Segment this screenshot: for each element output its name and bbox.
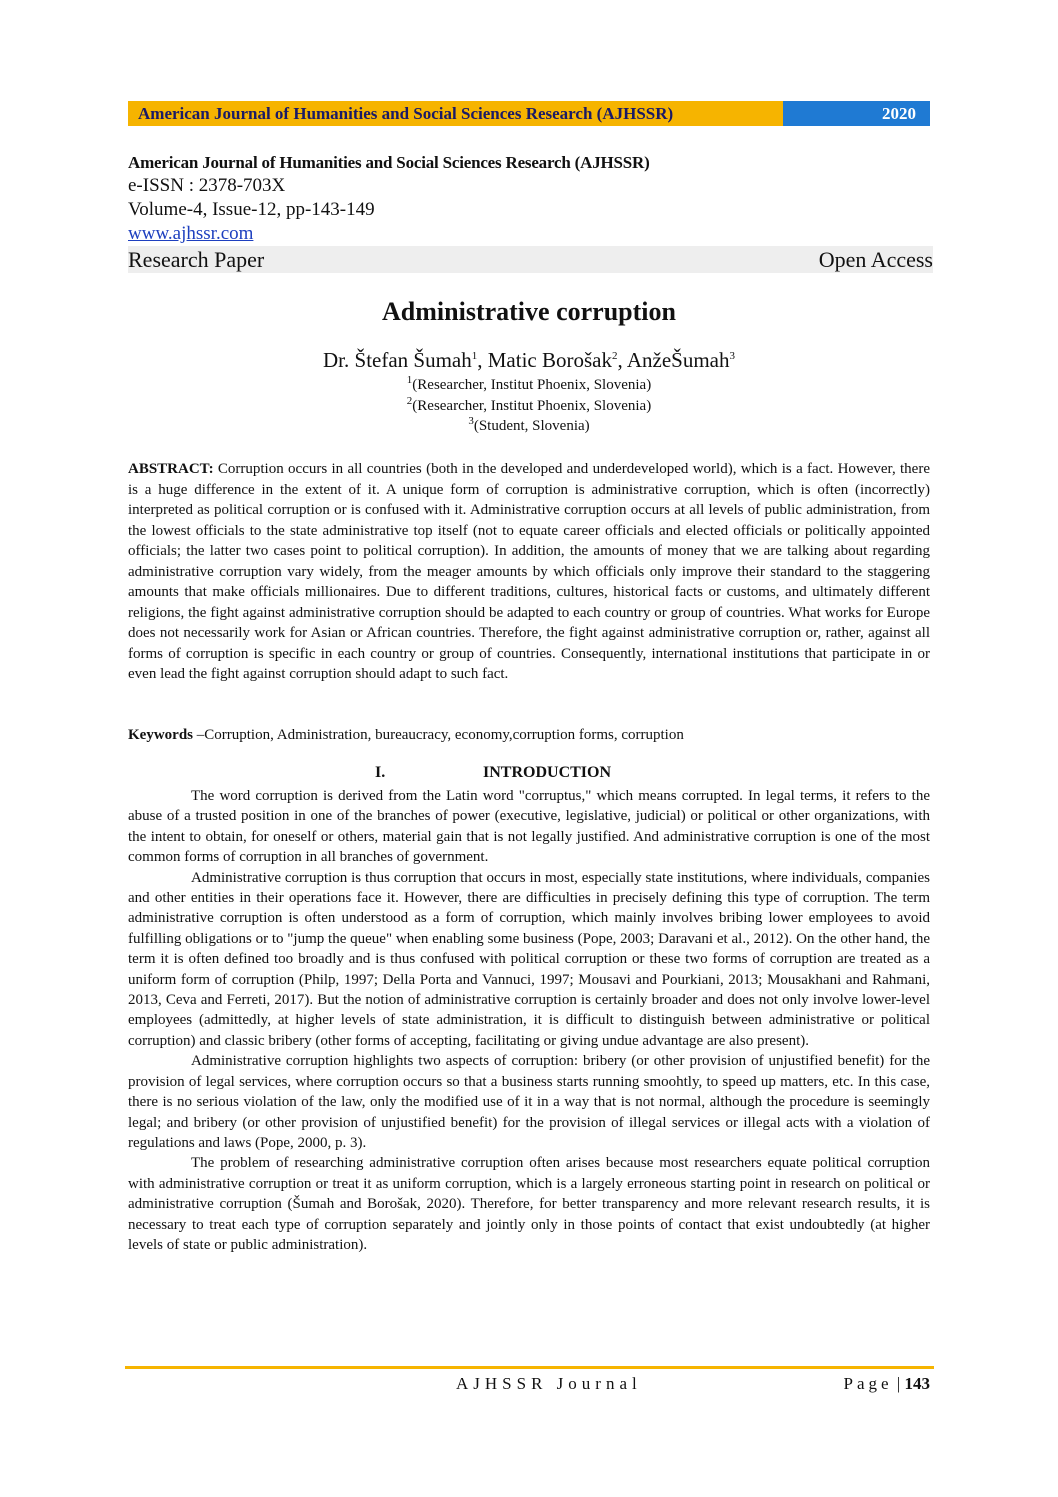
footer-page	[844, 1374, 930, 1394]
abstract-label: ABSTRACT:	[128, 461, 214, 477]
affiliation-text: (Researcher, Institut Phoenix, Slovenia)	[412, 398, 652, 414]
section-title: INTRODUCTION	[483, 764, 612, 781]
running-header-year: 2020	[783, 101, 930, 126]
body-paragraph: Administrative corruption highlights two aspects of corruption: bribery (or other provision of unjustified benefit) for the provision of legal services, where corruption occurs so that a business starts running smoohtly, to speed up matters, etc. In this case, there is no serious violation of the law, only the modified use of it in a way that is not normal, although the procedure is seemingly legal; and bribery (or other provision of unjustified benefit) for the provision of illegal services or illegal acts with a violation of regulations and laws (Pope, 2000, p. 3).	[128, 1053, 930, 1151]
author-name: Dr. Štefan Šumah	[323, 348, 472, 372]
body-paragraph: Administrative corruption is thus corruption that occurs in most, especially state institutions, where individuals, companies and other entities in their operations face it. However, there are difficulties in precisely defining this type of corruption. The term administrative corruption is often understood as a form of corruption, which mainly involves bribing lower employees to avoid fulfilling obligations or to "jump the queue" when enabling some business (Pope, 2003; Daravani et al., 2012). On the other hand, the term it is often defined too broadly and is thus confused with political corruption or these two forms of corruption are treated as a uniform form of corruption (Philp, 1997; Della Porta and Vannuci, 1997; Mousavi and Pourkiani, 2013; Mousakhani and Rahmani, 2013, Ceva and Ferreti, 2017). But the notion of administrative corruption is certainly broader and does not only involve lower-level employees (admittedly, at higher levels of state administration, it is difficult to distinguish between administrative or political corruption) and classic bribery (other forms of accepting, facilitating or giving undue advantage are also present).	[128, 869, 930, 1049]
issn: e-ISSN : 2378-703X	[128, 175, 286, 196]
section-body	[128, 786, 930, 1255]
section-number: I.	[375, 764, 386, 781]
affiliation-superscript: 1	[406, 374, 413, 386]
paper-type: Research Paper	[128, 247, 265, 272]
abstract	[128, 459, 930, 685]
affiliation-superscript: 2	[406, 395, 413, 407]
abstract-text: Corruption occurs in all countries (both in the developed and underdeveloped world), which is a fact. However, there is a huge difference in the extent of it. A unique form of corruption is administrative corruption, which is often (incorrectly) interpreted as political corruption or is confused with it. Administrative corruption occurs at all levels of public administration, from the lowest officials to the state administrative top itself (not to equate career officials and elected officials or politically appointed officials; the latter two cases point to political corruption). In addition, the amounts of money that we are talking about regarding administrative corruption vary widely, from the meager amounts by which officials only improve their standard to the staggering amounts that make officials millionaires. Due to different traditions, cultures, historical facts or customs, and ultimately different religions, the fight against administrative corruption should be adapted to each country or group of countries. What works for Europe does not necessarily work for Asian or African countries. Therefore, the fight against administrative corruption or, rather, against all forms of corruption is specific in each country or group of countries. Consequently, international institutions that participate in or even lead the fight against corruption should adapt to such fact.	[128, 461, 930, 682]
paper-title: Administrative corruption	[382, 297, 676, 326]
keywords-text: –Corruption, Administration, bureaucracy, economy,corruption forms, corruption	[193, 727, 684, 743]
open-access-label: Open Access	[818, 247, 933, 272]
affiliation-text: (Student, Slovenia)	[473, 418, 590, 434]
author-list	[0, 348, 1058, 373]
author-superscript: 2	[611, 350, 618, 362]
footer-journal: AJHSSR Journal	[456, 1374, 642, 1393]
keywords	[128, 725, 930, 745]
affiliation	[0, 416, 1058, 436]
journal-website-link[interactable]: www.ajhssr.com	[128, 223, 254, 244]
author-superscript: 1	[471, 350, 478, 362]
author-name: Matic Borošak	[487, 348, 612, 372]
journal-name: American Journal of Humanities and Social Sciences Research (AJHSSR)	[128, 153, 650, 172]
journal-meta	[128, 152, 933, 273]
author-separator: ,	[617, 348, 627, 372]
footer-page-separator: |	[892, 1374, 905, 1393]
paper-type-bar	[128, 246, 933, 273]
volume-issue: Volume-4, Issue-12, pp-143-149	[128, 199, 375, 220]
author-separator: ,	[477, 348, 488, 372]
running-header	[128, 101, 930, 126]
page-number: 143	[904, 1374, 930, 1393]
affiliation	[0, 396, 1058, 416]
keywords-label: Keywords	[128, 727, 193, 743]
author-superscript: 3	[729, 350, 735, 362]
affiliation-superscript: 3	[468, 415, 474, 427]
affiliation	[0, 375, 1058, 395]
author-name: AnžeŠumah	[626, 348, 730, 372]
body-paragraph: The word corruption is derived from the Latin word "corruptus," which means corrupted. In legal terms, it refers to the abuse of a trusted position in one of the branches of power (executive, legislative, judicial) or political or other organizations, with the intent to obtain, for oneself or others, material gain that is not legally justified. And administrative corruption is one of the most common forms of corruption in all branches of government.	[128, 788, 930, 866]
footer-rule	[125, 1366, 934, 1369]
affiliation-text: (Researcher, Institut Phoenix, Slovenia)	[412, 377, 652, 393]
body-paragraph: The problem of researching administrative corruption often arises because most researchers equate political corruption with administrative corruption or treat it as uniform corruption, which is a largely erroneous starting point in research on political or administrative corruption (Šumah and Borošak, 2020). Therefore, for better transparency and more relevant research results, it is necessary to treat each type of corruption separately and jointly only in those points of contact that exist undoubtedly (at higher levels of state or public administration).	[128, 1155, 930, 1253]
footer-page-label: Page	[843, 1374, 893, 1393]
running-header-journal: American Journal of Humanities and Social Sciences Research (AJHSSR)	[128, 101, 783, 126]
